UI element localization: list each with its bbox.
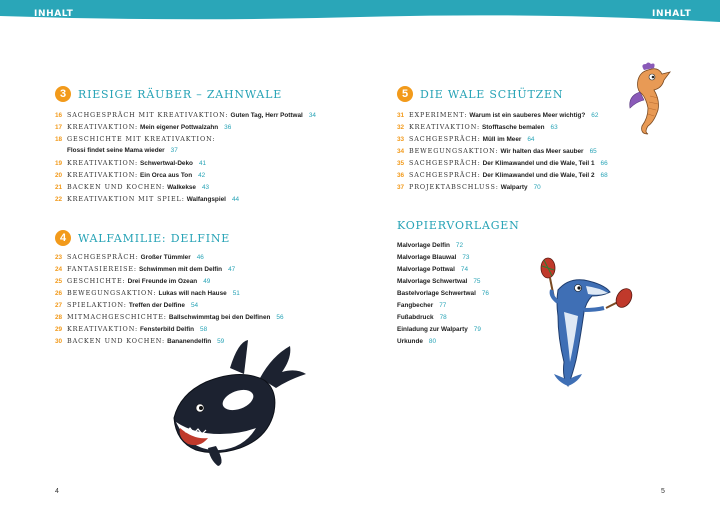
page-number-right: 5 — [661, 488, 665, 495]
section-3-entries — [55, 109, 316, 205]
toc-entry[interactable]: 21 BACKEN UND KOCHEN: Walkekse 43 — [55, 183, 210, 191]
toc-entry[interactable]: 20 KREATIVAKTION: Ein Orca aus Ton 42 — [55, 171, 206, 179]
template-entry[interactable]: Bastelvorlage Schwertwal 76 — [397, 290, 489, 297]
section-5-heading — [397, 86, 563, 102]
toc-entry[interactable]: 18 GESCHICHTE MIT KREATIVAKTION: — [55, 135, 216, 143]
section-4-entries — [55, 251, 284, 347]
toc-entry[interactable]: Flossi findet seine Mama wieder 37 — [67, 147, 178, 154]
section-number-badge: 5 — [397, 86, 413, 102]
section-title: WALFAMILIE: DELFINE — [78, 231, 231, 245]
header-right: INHALT — [652, 9, 692, 19]
section-4-heading — [55, 230, 230, 246]
toc-entry[interactable]: 16 SACHGESPRÄCH MIT KREATIVAKTION: Guten Tag, Herr Pottwal 34 — [55, 111, 316, 119]
toc-entry[interactable]: 26 BEWEGUNGSAKTION: Lukas will nach Hause 51 — [55, 289, 240, 297]
template-entry[interactable]: Einladung zur Walparty 79 — [397, 326, 481, 333]
section-number-badge: 4 — [55, 230, 71, 246]
toc-entry[interactable]: 22 KREATIVAKTION MIT SPIEL: Walfangspiel 44 — [55, 195, 240, 203]
template-entry[interactable]: Malvorlage Delfin 72 — [397, 242, 464, 249]
toc-entry[interactable]: 36 SACHGESPRÄCH: Der Klimawandel und die Wale, Teil 2 68 — [397, 171, 608, 179]
orca-illustration — [160, 338, 310, 473]
section-3-heading — [55, 86, 282, 102]
page-number-left: 4 — [55, 488, 59, 495]
template-entry[interactable]: Fangbecher 77 — [397, 302, 447, 309]
toc-entry[interactable]: 31 EXPERIMENT: Warum ist ein sauberes Meer wichtig? 62 — [397, 111, 599, 119]
toc-entry[interactable]: 32 KREATIVAKTION: Stofftasche bemalen 63 — [397, 123, 558, 131]
kopiervorlagen-list — [397, 240, 489, 348]
header-left: INHALT — [34, 9, 74, 19]
toc-entry[interactable]: 25 GESCHICHTE: Drei Freunde im Ozean 49 — [55, 277, 211, 285]
top-banner — [0, 0, 720, 30]
template-entry[interactable]: Malvorlage Schwertwal 75 — [397, 278, 481, 285]
section-5-entries — [397, 109, 608, 193]
template-entry[interactable]: Urkunde 80 — [397, 338, 437, 345]
toc-entry[interactable]: 37 PROJEKTABSCHLUSS: Walparty 70 — [397, 183, 541, 191]
seahorse-illustration — [618, 62, 678, 143]
toc-entry[interactable]: 28 MITMACHGESCHICHTE: Ballschwimmtag bei den Delfinen 56 — [55, 313, 284, 321]
toc-entry[interactable]: 17 KREATIVAKTION: Mein eigener Pottwalzahn 36 — [55, 123, 232, 131]
toc-entry[interactable]: 34 BEWEGUNGSAKTION: Wir halten das Meer sauber 65 — [397, 147, 597, 155]
template-entry[interactable]: Fußabdruck 78 — [397, 314, 447, 321]
section-title: RIESIGE RÄUBER – ZAHNWALE — [78, 87, 283, 101]
toc-entry[interactable]: 35 SACHGESPRÄCH: Der Klimawandel und die Wale, Teil 1 66 — [397, 159, 608, 167]
template-entry[interactable]: Malvorlage Pottwal 74 — [397, 266, 468, 273]
toc-entry[interactable]: 24 FANTASIEREISE: Schwimmen mit dem Delfin 47 — [55, 265, 236, 273]
toc-entry[interactable]: 19 KREATIVAKTION: Schwertwal-Deko 41 — [55, 159, 207, 167]
section-title: DIE WALE SCHÜTZEN — [420, 87, 564, 101]
toc-entry[interactable]: 23 SACHGESPRÄCH: Großer Tümmler 46 — [55, 253, 204, 261]
toc-entry[interactable]: 30 BACKEN UND KOCHEN: Bananendelfin 59 — [55, 337, 225, 345]
section-number-badge: 3 — [55, 86, 71, 102]
kopiervorlagen-heading: KOPIERVORLAGEN — [397, 219, 520, 232]
template-entry[interactable]: Malvorlage Blauwal 73 — [397, 254, 470, 261]
toc-entry[interactable]: 33 SACHGESPRÄCH: Müll im Meer 64 — [397, 135, 535, 143]
toc-entry[interactable]: 27 SPIELAKTION: Treffen der Delfine 54 — [55, 301, 199, 309]
toc-entry[interactable]: 29 KREATIVAKTION: Fensterbild Delfin 58 — [55, 325, 208, 333]
dolphin-with-maracas-illustration — [528, 250, 638, 395]
